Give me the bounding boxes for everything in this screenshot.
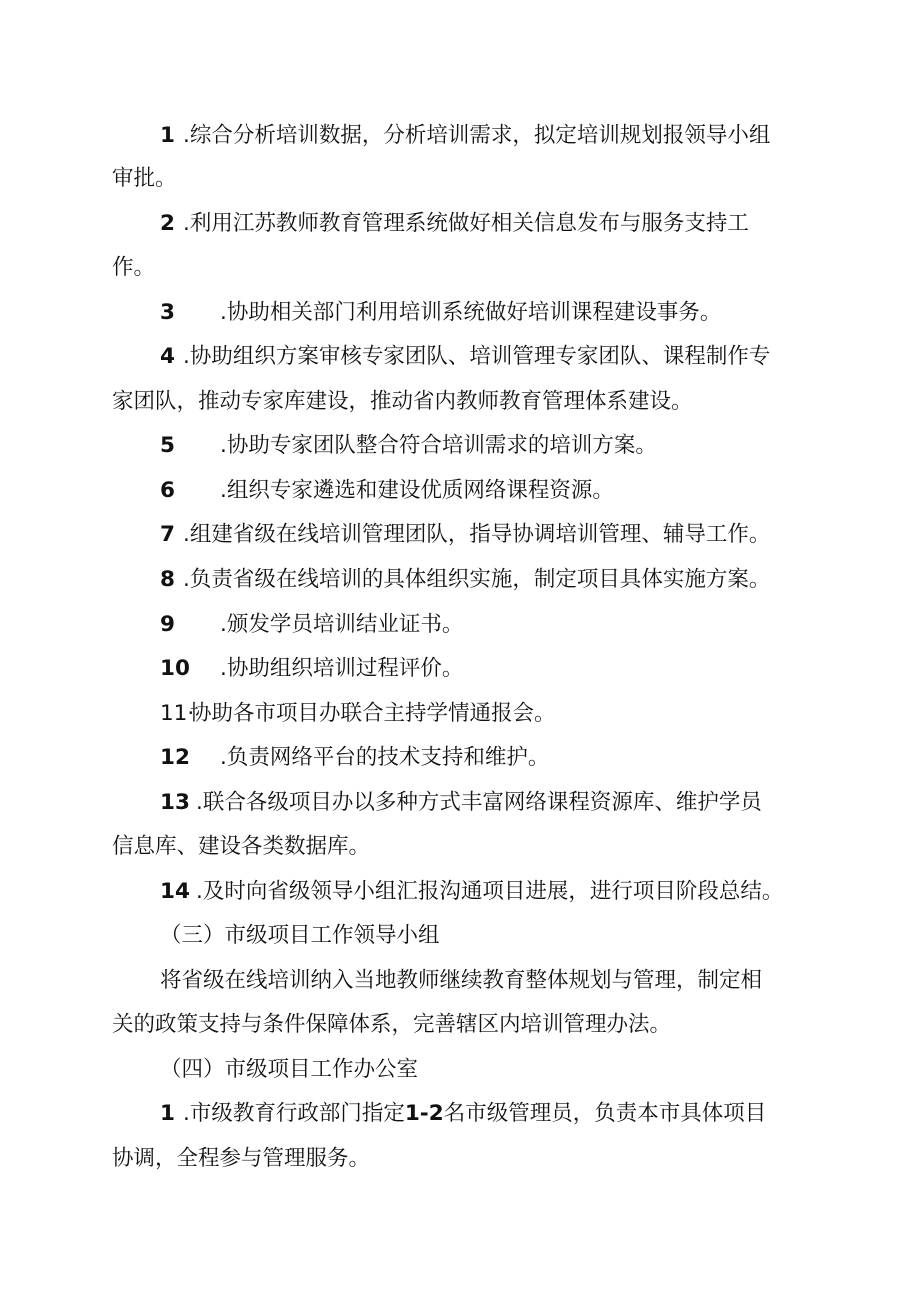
item-number: 3 [160, 300, 175, 325]
item-number: 2 [160, 211, 175, 236]
item-text-continued: 协调，全程参与管理服务。 [112, 1146, 371, 1171]
item-text-continued: 家团队，推动专家库建设，推动省内教师教育管理体系建设。 [112, 389, 693, 414]
item-text: .联合各级项目办以多种方式丰富网络课程资源库、维护学员 [196, 790, 762, 815]
item-number: 1 [160, 123, 175, 148]
item-number: 8 [160, 567, 175, 592]
item-number: 6 [160, 478, 175, 503]
item-text: .协助组织培训过程评价。 [220, 656, 464, 681]
item-text [183, 1098, 766, 1130]
item-text: .协助组织方案审核专家团队、培训管理专家团队、课程制作专 [183, 344, 771, 369]
item-text: .及时向省级领导小组汇报沟通项目进展，进行项目阶段总结。 [196, 879, 784, 904]
item-text-continued: 审批。 [112, 166, 177, 191]
item-text-part: .市级教育行政部门指定 [183, 1101, 405, 1126]
item-text: 协助各市项目办联合主持学情通报会。 [190, 701, 556, 726]
item-number: 9 [160, 612, 175, 637]
item-text: .协助专家团队整合符合培训需求的培训方案。 [220, 433, 657, 458]
item-text: .负责网络平台的技术支持和维护。 [220, 745, 550, 770]
item-number: 13 [160, 790, 190, 815]
item-text: .组建省级在线培训管理团队，指导协调培训管理、辅导工作。 [183, 522, 771, 547]
item-number: 10 [160, 656, 190, 681]
item-text-continued: 作。 [112, 255, 156, 280]
item-text: .利用江苏教师教育管理系统做好相关信息发布与服务支持工 [183, 211, 749, 236]
item-text: .颁发学员培训结业证书。 [220, 612, 464, 637]
section-3-heading: （三）市级项目工作领导小组 [160, 923, 440, 948]
item-text-part: 名市级管理员，负责本市具体项目 [443, 1101, 767, 1126]
item-text: .协助相关部门利用培训系统做好培训课程建设事务。 [220, 300, 722, 325]
item-number: 11· [160, 701, 195, 726]
item-text-count: 1-2 [404, 1101, 444, 1126]
item-number: 12 [160, 745, 190, 770]
item-number: 4 [160, 344, 175, 369]
item-number: 7 [160, 522, 175, 547]
item-text: .综合分析培训数据，分析培训需求，拟定培训规划报领导小组 [183, 123, 771, 148]
section-4-heading: （四）市级项目工作办公室 [160, 1057, 419, 1082]
item-number: 5 [160, 433, 175, 458]
item-text: .组织专家遴选和建设优质网络课程资源。 [220, 478, 614, 503]
section-3-paragraph-continued: 关的政策支持与条件保障体系，完善辖区内培训管理办法。 [112, 1012, 672, 1037]
item-text: .负责省级在线培训的具体组织实施，制定项目具体实施方案。 [183, 567, 771, 592]
item-number: 1 [160, 1101, 175, 1126]
item-number: 14 [160, 879, 190, 904]
item-text-continued: 信息库、建设各类数据库。 [112, 834, 371, 859]
section-3-paragraph: 将省级在线培训纳入当地教师继续教育整体规划与管理，制定相 [160, 968, 763, 993]
